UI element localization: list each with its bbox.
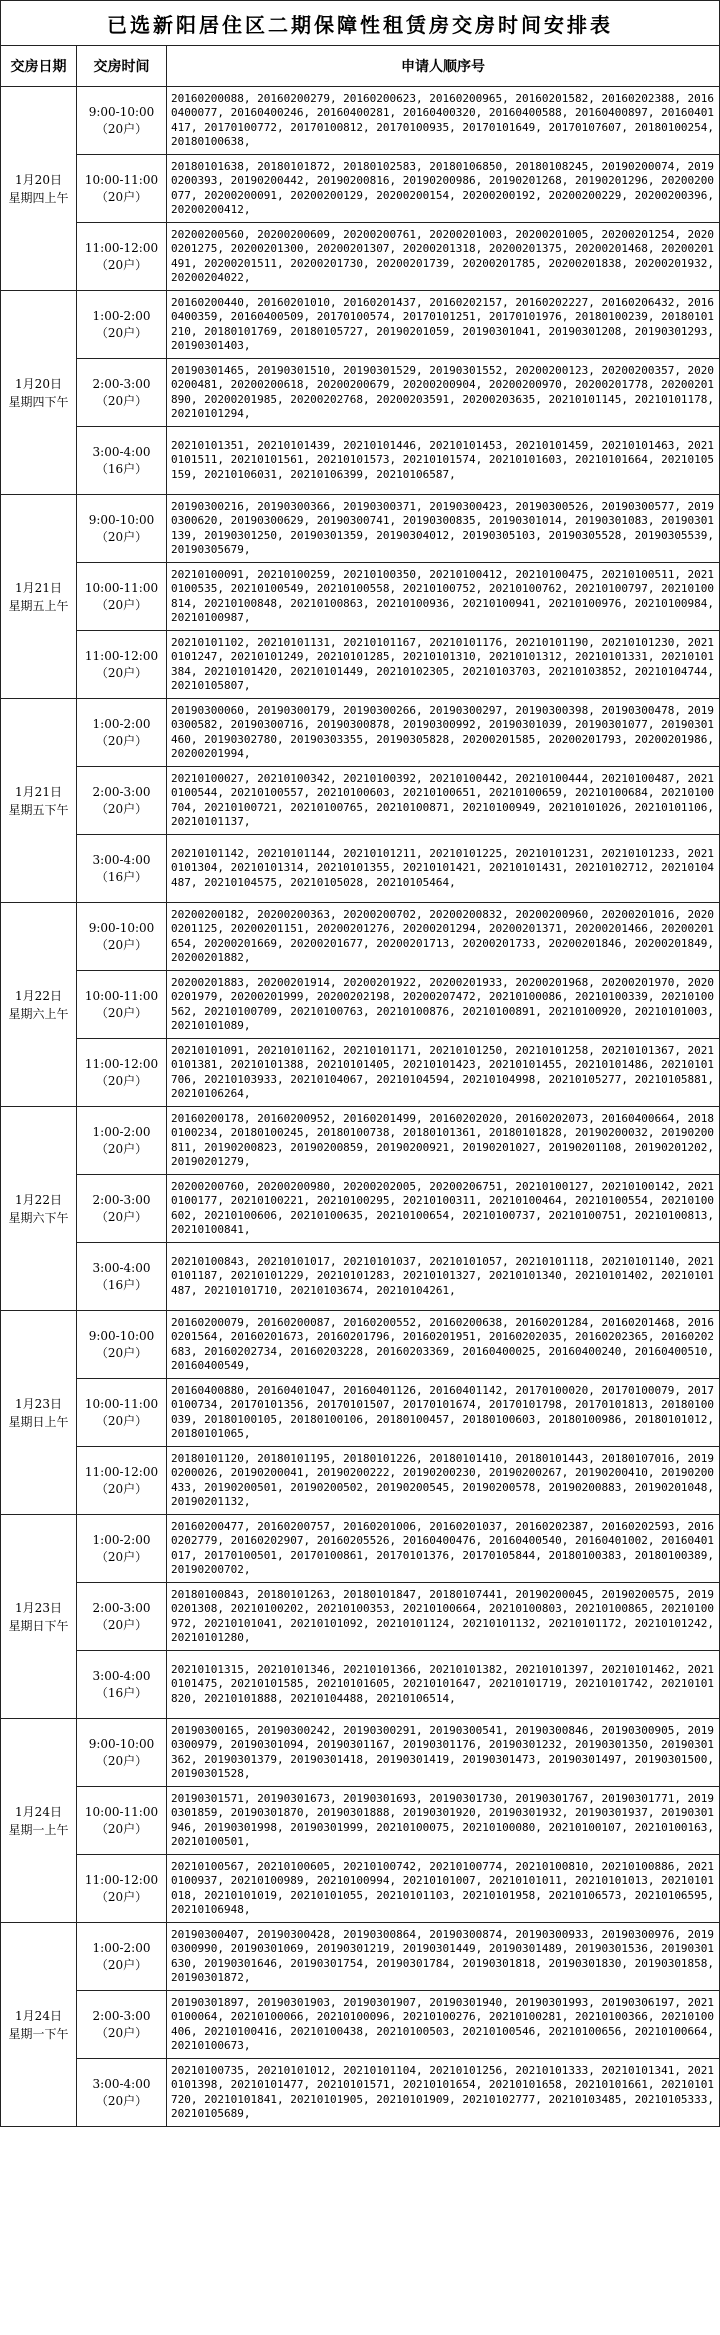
applicant-codes-cell: 20160200088, 20160200279, 20160200623, 20160200965, 20160201582, 20160202388, 20160400077, 20160400246, 20160400281, 20160400320, 20160400588, 20160400897, 20160401417, 20170100772, 20170100812, 20170100935, 20170101649, 20170107607, 20180100254, 20180100638,	[167, 87, 720, 155]
day-date: 1月23日	[15, 1396, 62, 1411]
time-slot-cell	[77, 1651, 167, 1719]
household-count: （20户）	[95, 1345, 148, 1360]
schedule-row	[1, 767, 720, 835]
day-date: 1月23日	[15, 1600, 62, 1615]
header-codes: 申请人顺序号	[167, 46, 720, 87]
time-range: 1:00-2:00	[92, 1532, 151, 1547]
schedule-row	[1, 87, 720, 155]
time-slot-cell	[77, 1447, 167, 1515]
schedule-row	[1, 1991, 720, 2059]
day-cell	[1, 1107, 77, 1311]
household-count: （20户）	[95, 801, 148, 816]
time-range: 10:00-11:00	[84, 1804, 159, 1819]
schedule-row	[1, 223, 720, 291]
schedule-row	[1, 1583, 720, 1651]
time-range: 9:00-10:00	[88, 1328, 155, 1343]
schedule-row	[1, 563, 720, 631]
time-range: 1:00-2:00	[92, 1940, 151, 1955]
applicant-codes-cell: 20190300165, 20190300242, 20190300291, 20190300541, 20190300846, 20190300905, 20190300979, 20190301094, 20190301167, 20190301176, 20190301232, 20190301350, 20190301362, 20190301379, 20190301418, 20190301419, 20190301473, 20190301497, 20190301500, 20190301528,	[167, 1719, 720, 1787]
time-slot-cell	[77, 835, 167, 903]
household-count: （20户）	[95, 1073, 148, 1088]
schedule-row	[1, 1855, 720, 1923]
time-slot-cell	[77, 699, 167, 767]
applicant-codes-cell: 20160200178, 20160200952, 20160201499, 20160202020, 20160202073, 20160400664, 20180100234, 20180100245, 20180100738, 20180101361, 20180101828, 20190200032, 20190200811, 20190200823, 20190200859, 20190200921, 20190201027, 20190201108, 20190201202, 20190201279,	[167, 1107, 720, 1175]
day-weekday: 星期日下午	[8, 1618, 69, 1633]
day-date: 1月24日	[15, 1804, 62, 1819]
time-slot-cell	[77, 1243, 167, 1311]
household-count: （20户）	[95, 257, 148, 272]
table-title: 已选新阳居住区二期保障性租赁房交房时间安排表	[1, 1, 720, 46]
schedule-row	[1, 359, 720, 427]
schedule-row	[1, 2059, 720, 2127]
schedule-row	[1, 1243, 720, 1311]
time-slot-cell	[77, 1719, 167, 1787]
time-range: 3:00-4:00	[92, 1668, 151, 1683]
applicant-codes-cell: 20210100567, 20210100605, 20210100742, 20210100774, 20210100810, 20210100886, 20210100937, 20210100989, 20210100994, 20210101007, 20210101011, 20210101013, 20210101018, 20210101019, 20210101055, 20210101103, 20210101958, 20210106573, 20210106595, 20210106948,	[167, 1855, 720, 1923]
time-range: 11:00-12:00	[84, 1056, 159, 1071]
day-cell	[1, 903, 77, 1107]
time-slot-cell	[77, 1107, 167, 1175]
time-slot-cell	[77, 1311, 167, 1379]
schedule-row	[1, 155, 720, 223]
applicant-codes-cell: 20180100843, 20180101263, 20180101847, 20180107441, 20190200045, 20190200575, 20190201308, 20210100202, 20210100353, 20210100664, 20210100803, 20210100865, 20210100972, 20210101041, 20210101092, 20210101124, 20210101132, 20210101172, 20210101242, 20210101280,	[167, 1583, 720, 1651]
household-count: （20户）	[95, 733, 148, 748]
time-range: 2:00-3:00	[92, 784, 151, 799]
household-count: （20户）	[95, 1753, 148, 1768]
schedule-row	[1, 1107, 720, 1175]
time-range: 2:00-3:00	[92, 2008, 151, 2023]
day-cell	[1, 1515, 77, 1719]
time-slot-cell	[77, 1039, 167, 1107]
day-cell	[1, 1719, 77, 1923]
applicant-codes-cell: 20160200440, 20160201010, 20160201437, 20160202157, 20160202227, 20160206432, 20160400359, 20160400509, 20170100574, 20170101251, 20170101976, 20180100239, 20180101210, 20180101769, 20180105727, 20190201059, 20190301041, 20190301208, 20190301293, 20190301403,	[167, 291, 720, 359]
schedule-row	[1, 1379, 720, 1447]
schedule-row	[1, 1515, 720, 1583]
schedule-row	[1, 495, 720, 563]
time-slot-cell	[77, 631, 167, 699]
schedule-row	[1, 1175, 720, 1243]
applicant-codes-cell: 20160200477, 20160200757, 20160201006, 20160201037, 20160202387, 20160202593, 20160202779, 20160202907, 20160205526, 20160400476, 20160400540, 20160401002, 20160401017, 20170100501, 20170100861, 20170101376, 20170105844, 20180100383, 20180100389, 20190200702,	[167, 1515, 720, 1583]
household-count: （20户）	[95, 2025, 148, 2040]
time-range: 3:00-4:00	[92, 1260, 151, 1275]
household-count: （20户）	[95, 665, 148, 680]
applicant-codes-cell: 20190300060, 20190300179, 20190300266, 20190300297, 20190300398, 20190300478, 20190300582, 20190300716, 20190300878, 20190300992, 20190301039, 20190301077, 20190301460, 20190302780, 20190303355, 20190305828, 20200201585, 20200201793, 20200201986, 20200201994,	[167, 699, 720, 767]
day-weekday: 星期一下午	[8, 2026, 69, 2041]
time-range: 11:00-12:00	[84, 648, 159, 663]
household-count: （20户）	[95, 325, 148, 340]
day-date: 1月21日	[15, 580, 62, 595]
day-date: 1月21日	[15, 784, 62, 799]
applicant-codes-cell: 20210101351, 20210101439, 20210101446, 20210101453, 20210101459, 20210101463, 20210101511, 20210101561, 20210101573, 20210101574, 20210101603, 20210101664, 20210105159, 20210106031, 20210106399, 20210106587,	[167, 427, 720, 495]
time-range: 3:00-4:00	[92, 444, 151, 459]
time-range: 9:00-10:00	[88, 920, 155, 935]
time-slot-cell	[77, 291, 167, 359]
time-slot-cell	[77, 359, 167, 427]
applicant-codes-cell: 20180101638, 20180101872, 20180102583, 20180106850, 20180108245, 20190200074, 20190200393, 20190200442, 20190200816, 20190200986, 20190201268, 20190201296, 20200200077, 20200200091, 20200200129, 20200200154, 20200200192, 20200200229, 20200200396, 20200200412,	[167, 155, 720, 223]
day-cell	[1, 1923, 77, 2127]
time-slot-cell	[77, 971, 167, 1039]
schedule-body	[1, 87, 720, 2127]
household-count: （20户）	[95, 529, 148, 544]
time-range: 1:00-2:00	[92, 716, 151, 731]
applicant-codes-cell: 20200201883, 20200201914, 20200201922, 20200201933, 20200201968, 20200201970, 20200201979, 20200201999, 20200202198, 20200207472, 20210100086, 20210100339, 20210100562, 20210100709, 20210100763, 20210100876, 20210100891, 20210100920, 20210101003, 20210101089,	[167, 971, 720, 1039]
household-count: （20户）	[95, 1413, 148, 1428]
applicant-codes-cell: 20200200760, 20200200980, 20200202005, 20200206751, 20210100127, 20210100142, 20210100177, 20210100221, 20210100295, 20210100311, 20210100464, 20210100554, 20210100602, 20210100606, 20210100635, 20210100654, 20210100737, 20210100751, 20210100813, 20210100841,	[167, 1175, 720, 1243]
schedule-row	[1, 1787, 720, 1855]
applicant-codes-cell: 20180101120, 20180101195, 20180101226, 20180101410, 20180101443, 20180107016, 20190200026, 20190200041, 20190200222, 20190200230, 20190200267, 20190200410, 20190200433, 20190200501, 20190200502, 20190200545, 20190200578, 20190200883, 20190201048, 20190201132,	[167, 1447, 720, 1515]
day-weekday: 星期四下午	[8, 394, 69, 409]
schedule-row	[1, 1651, 720, 1719]
applicant-codes-cell: 20160400880, 20160401047, 20160401126, 20160401142, 20170100020, 20170100079, 20170100734, 20170101356, 20170101507, 20170101674, 20170101798, 20170101813, 20180100039, 20180100105, 20180100106, 20180100457, 20180100603, 20180100986, 20180101012, 20180101065,	[167, 1379, 720, 1447]
day-date: 1月20日	[15, 172, 62, 187]
day-date: 1月24日	[15, 2008, 62, 2023]
household-count: （16户）	[95, 1277, 148, 1292]
household-count: （16户）	[95, 869, 148, 884]
day-date: 1月22日	[15, 1192, 62, 1207]
day-cell	[1, 87, 77, 291]
applicant-codes-cell: 20190301571, 20190301673, 20190301693, 20190301730, 20190301767, 20190301771, 20190301859, 20190301870, 20190301888, 20190301920, 20190301932, 20190301937, 20190301946, 20190301998, 20190301999, 20210100075, 20210100080, 20210100107, 20210100163, 20210100501,	[167, 1787, 720, 1855]
time-range: 10:00-11:00	[84, 1396, 159, 1411]
household-count: （20户）	[95, 189, 148, 204]
household-count: （16户）	[95, 1685, 148, 1700]
applicant-codes-cell: 20210100091, 20210100259, 20210100350, 20210100412, 20210100475, 20210100511, 20210100535, 20210100549, 20210100558, 20210100752, 20210100762, 20210100797, 20210100814, 20210100848, 20210100863, 20210100936, 20210100941, 20210100976, 20210100984, 20210100987,	[167, 563, 720, 631]
applicant-codes-cell: 20190301897, 20190301903, 20190301907, 20190301940, 20190301993, 20190306197, 20210100064, 20210100066, 20210100096, 20210100276, 20210100281, 20210100366, 20210100406, 20210100416, 20210100438, 20210100503, 20210100546, 20210100656, 20210100664, 20210100673,	[167, 1991, 720, 2059]
day-weekday: 星期六下午	[8, 1210, 69, 1225]
time-range: 2:00-3:00	[92, 1600, 151, 1615]
time-slot-cell	[77, 1855, 167, 1923]
applicant-codes-cell: 20210101142, 20210101144, 20210101211, 20210101225, 20210101231, 20210101233, 20210101304, 20210101314, 20210101355, 20210101421, 20210101431, 20210102712, 20210104487, 20210104575, 20210105028, 20210105464,	[167, 835, 720, 903]
applicant-codes-cell: 20200200182, 20200200363, 20200200702, 20200200832, 20200200960, 20200201016, 20200201125, 20200201151, 20200201276, 20200201294, 20200201371, 20200201466, 20200201654, 20200201669, 20200201677, 20200201713, 20200201733, 20200201846, 20200201849, 20200201882,	[167, 903, 720, 971]
household-count: （20户）	[95, 121, 148, 136]
time-slot-cell	[77, 427, 167, 495]
applicant-codes-cell: 20200200560, 20200200609, 20200200761, 20200201003, 20200201005, 20200201254, 20200201275, 20200201300, 20200201307, 20200201318, 20200201375, 20200201468, 20200201491, 20200201511, 20200201730, 20200201739, 20200201785, 20200201838, 20200201932, 20200204022,	[167, 223, 720, 291]
time-slot-cell	[77, 1515, 167, 1583]
applicant-codes-cell: 20190300216, 20190300366, 20190300371, 20190300423, 20190300526, 20190300577, 20190300620, 20190300629, 20190300741, 20190300835, 20190301014, 20190301083, 20190301139, 20190301250, 20190301359, 20190304012, 20190305103, 20190305528, 20190305539, 20190305679,	[167, 495, 720, 563]
household-count: （20户）	[95, 1821, 148, 1836]
time-slot-cell	[77, 1991, 167, 2059]
household-count: （20户）	[95, 1481, 148, 1496]
time-slot-cell	[77, 767, 167, 835]
applicant-codes-cell: 20210101091, 20210101162, 20210101171, 20210101250, 20210101258, 20210101367, 20210101381, 20210101388, 20210101405, 20210101423, 20210101455, 20210101486, 20210101706, 20210103933, 20210104067, 20210104594, 20210104998, 20210105277, 20210105881, 20210106264,	[167, 1039, 720, 1107]
time-range: 3:00-4:00	[92, 2076, 151, 2091]
day-weekday: 星期四上午	[8, 190, 69, 205]
applicant-codes-cell: 20210100735, 20210101012, 20210101104, 20210101256, 20210101333, 20210101341, 20210101398, 20210101477, 20210101571, 20210101654, 20210101658, 20210101661, 20210101720, 20210101841, 20210101905, 20210101909, 20210102777, 20210103485, 20210105333, 20210105689,	[167, 2059, 720, 2127]
applicant-codes-cell: 20210101102, 20210101131, 20210101167, 20210101176, 20210101190, 20210101230, 20210101247, 20210101249, 20210101285, 20210101310, 20210101312, 20210101331, 20210101384, 20210101420, 20210101449, 20210102305, 20210103703, 20210103852, 20210104744, 20210105807,	[167, 631, 720, 699]
schedule-row	[1, 699, 720, 767]
household-count: （20户）	[95, 1889, 148, 1904]
day-weekday: 星期五下午	[8, 802, 69, 817]
applicant-codes-cell: 20210100843, 20210101017, 20210101037, 20210101057, 20210101118, 20210101140, 20210101187, 20210101229, 20210101283, 20210101327, 20210101340, 20210101402, 20210101487, 20210101710, 20210103674, 20210104261,	[167, 1243, 720, 1311]
schedule-row	[1, 291, 720, 359]
schedule-row	[1, 1923, 720, 1991]
time-slot-cell	[77, 1923, 167, 1991]
day-weekday: 星期五上午	[8, 598, 69, 613]
time-slot-cell	[77, 87, 167, 155]
day-cell	[1, 1311, 77, 1515]
schedule-row	[1, 971, 720, 1039]
time-range: 3:00-4:00	[92, 852, 151, 867]
time-range: 11:00-12:00	[84, 1464, 159, 1479]
household-count: （20户）	[95, 937, 148, 952]
time-range: 10:00-11:00	[84, 580, 159, 595]
time-range: 9:00-10:00	[88, 512, 155, 527]
household-count: （20户）	[95, 1617, 148, 1632]
time-range: 9:00-10:00	[88, 104, 155, 119]
time-slot-cell	[77, 1787, 167, 1855]
applicant-codes-cell: 20190300407, 20190300428, 20190300864, 20190300874, 20190300933, 20190300976, 20190300990, 20190301069, 20190301219, 20190301449, 20190301489, 20190301536, 20190301630, 20190301646, 20190301754, 20190301784, 20190301818, 20190301830, 20190301858, 20190301872,	[167, 1923, 720, 1991]
time-slot-cell	[77, 1379, 167, 1447]
time-range: 10:00-11:00	[84, 988, 159, 1003]
header-date: 交房日期	[1, 46, 77, 87]
household-count: （16户）	[95, 461, 148, 476]
time-slot-cell	[77, 1583, 167, 1651]
schedule-row	[1, 903, 720, 971]
schedule-row	[1, 1039, 720, 1107]
schedule-row	[1, 1447, 720, 1515]
day-date: 1月22日	[15, 988, 62, 1003]
schedule-row	[1, 427, 720, 495]
time-slot-cell	[77, 223, 167, 291]
household-count: （20户）	[95, 1549, 148, 1564]
time-slot-cell	[77, 2059, 167, 2127]
time-slot-cell	[77, 495, 167, 563]
household-count: （20户）	[95, 1005, 148, 1020]
time-range: 10:00-11:00	[84, 172, 159, 187]
day-weekday: 星期一上午	[8, 1822, 69, 1837]
household-count: （20户）	[95, 1209, 148, 1224]
header-time: 交房时间	[77, 46, 167, 87]
time-slot-cell	[77, 903, 167, 971]
time-range: 2:00-3:00	[92, 1192, 151, 1207]
schedule-row	[1, 1719, 720, 1787]
applicant-codes-cell: 20210100027, 20210100342, 20210100392, 20210100442, 20210100444, 20210100487, 20210100544, 20210100557, 20210100603, 20210100651, 20210100659, 20210100684, 20210100704, 20210100721, 20210100765, 20210100871, 20210100949, 20210101026, 20210101106, 20210101137,	[167, 767, 720, 835]
schedule-row	[1, 1311, 720, 1379]
time-slot-cell	[77, 563, 167, 631]
day-cell	[1, 495, 77, 699]
time-range: 11:00-12:00	[84, 240, 159, 255]
day-cell	[1, 291, 77, 495]
applicant-codes-cell: 20190301465, 20190301510, 20190301529, 20190301552, 20200200123, 20200200357, 20200200481, 20200200618, 20200200679, 20200200904, 20200200970, 20200201778, 20200201890, 20200201985, 20200202768, 20200203591, 20200203635, 20210101145, 20210101178, 20210101294,	[167, 359, 720, 427]
time-slot-cell	[77, 1175, 167, 1243]
applicant-codes-cell: 20160200079, 20160200087, 20160200552, 20160200638, 20160201284, 20160201468, 20160201564, 20160201673, 20160201796, 20160201951, 20160202035, 20160202365, 20160202683, 20160202734, 20160203228, 20160203369, 20160400025, 20160400240, 20160400510, 20160400549,	[167, 1311, 720, 1379]
household-count: （20户）	[95, 1957, 148, 1972]
day-date: 1月20日	[15, 376, 62, 391]
household-count: （20户）	[95, 597, 148, 612]
day-cell	[1, 699, 77, 903]
applicant-codes-cell: 20210101315, 20210101346, 20210101366, 20210101382, 20210101397, 20210101462, 20210101475, 20210101585, 20210101605, 20210101647, 20210101719, 20210101742, 20210101820, 20210101888, 20210104488, 20210106514,	[167, 1651, 720, 1719]
household-count: （20户）	[95, 393, 148, 408]
household-count: （20户）	[95, 2093, 148, 2108]
day-weekday: 星期六上午	[8, 1006, 69, 1021]
time-range: 1:00-2:00	[92, 308, 151, 323]
time-range: 1:00-2:00	[92, 1124, 151, 1139]
time-range: 11:00-12:00	[84, 1872, 159, 1887]
schedule-row	[1, 631, 720, 699]
household-count: （20户）	[95, 1141, 148, 1156]
day-weekday: 星期日上午	[8, 1414, 69, 1429]
time-slot-cell	[77, 155, 167, 223]
time-range: 9:00-10:00	[88, 1736, 155, 1751]
time-range: 2:00-3:00	[92, 376, 151, 391]
schedule-row	[1, 835, 720, 903]
